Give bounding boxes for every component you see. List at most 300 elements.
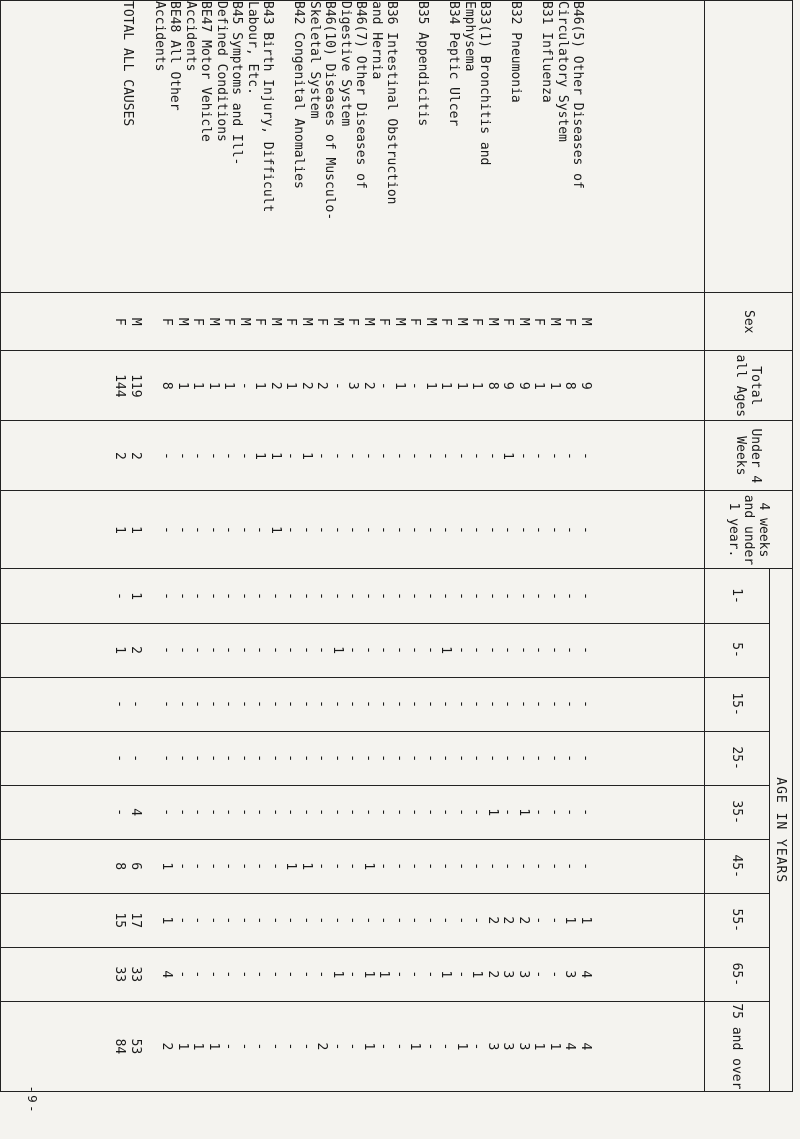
table-cell: 3	[485, 1042, 500, 1051]
table-cell: -	[562, 592, 578, 600]
cause-label: B34 Peptic Ulcer	[446, 1, 462, 127]
table-cell: -	[361, 592, 376, 600]
table-cell: -	[407, 916, 423, 925]
table-cell: -	[283, 916, 299, 925]
table-cell: -	[423, 970, 438, 979]
age-5-column	[1, 623, 705, 677]
total-cell: 1	[112, 526, 128, 534]
total-cell: -	[128, 700, 143, 708]
table-cell: 1	[361, 1042, 376, 1051]
age-25-column	[1, 731, 705, 785]
table-cell: 1	[438, 970, 454, 979]
spacer	[143, 678, 159, 731]
table-cell: -	[268, 970, 283, 979]
cause-label: B45 Symptoms and Ill-	[229, 1, 245, 166]
spacer	[143, 569, 159, 622]
table-cell: -	[562, 646, 578, 654]
table-cell: -	[562, 700, 578, 708]
table-cell: M	[392, 317, 407, 326]
cause-label: BE47 Motor Vehicle	[198, 1, 214, 142]
table-cell: -	[531, 754, 547, 763]
table-cell: F	[531, 317, 547, 326]
cause-label: B32 Pneumonia	[508, 1, 524, 103]
table-cell: -	[500, 808, 516, 817]
table-cell: -	[500, 592, 516, 600]
table-cell: -	[531, 646, 547, 654]
table-cell: -	[175, 646, 190, 654]
table-cell: -	[237, 526, 252, 534]
table-cell: -	[268, 862, 283, 871]
table-cell: 1	[485, 808, 500, 817]
table-cell: -	[345, 754, 361, 763]
table-cell: -	[237, 808, 252, 817]
table-cell: -	[190, 808, 206, 817]
table-cell: 8	[485, 381, 500, 390]
table-cell: -	[206, 700, 221, 708]
table-cell: -	[237, 970, 252, 979]
table-cell: -	[578, 808, 593, 817]
table-cell: -	[345, 451, 361, 460]
table-cell: -	[423, 754, 438, 763]
table-cell: 4	[562, 1042, 578, 1051]
total-cell: 6	[128, 862, 143, 871]
table-cell: -	[376, 381, 392, 390]
table-cell: -	[438, 592, 454, 600]
table-cell: 3	[345, 381, 361, 390]
total-cell: 53	[128, 1038, 143, 1055]
table-cell: -	[175, 970, 190, 979]
age-5-header: 5-	[705, 623, 770, 677]
table-cell: -	[454, 451, 469, 460]
table-cell: -	[190, 526, 206, 534]
spacer	[143, 491, 159, 568]
table-cell: -	[283, 1042, 299, 1051]
table-cell: -	[531, 526, 547, 534]
table-cell: F	[562, 317, 578, 326]
table-cell: -	[237, 1042, 252, 1051]
table-cell: -	[268, 592, 283, 600]
table-cell: M	[299, 317, 314, 326]
table-cell: -	[190, 646, 206, 654]
table-cell: -	[547, 754, 562, 763]
table-cell: -	[547, 862, 562, 871]
table-cell: -	[376, 646, 392, 654]
table-cell: -	[392, 970, 407, 979]
table-cell: -	[221, 526, 237, 534]
table-cell: -	[299, 700, 314, 708]
table-cell: F	[314, 317, 330, 326]
table-cell: 1	[516, 808, 531, 817]
age-1-column	[1, 569, 705, 623]
total-cell: 119	[128, 374, 143, 398]
cause-label: and Hernia	[368, 1, 384, 80]
total-cell: 4	[128, 808, 143, 817]
table-cell: -	[485, 592, 500, 600]
table-cell: -	[547, 451, 562, 460]
table-cell: -	[299, 916, 314, 925]
age-65-column	[1, 947, 705, 1001]
cause-header	[705, 1, 793, 293]
table-cell: -	[190, 970, 206, 979]
table-cell: F	[190, 317, 206, 326]
table-cell: 1	[547, 381, 562, 390]
table-cell: M	[206, 317, 221, 326]
spacer	[143, 894, 159, 947]
table-cell: 3	[562, 970, 578, 979]
table-cell: -	[159, 646, 175, 654]
table-cell: -	[485, 700, 500, 708]
table-cell: -	[159, 451, 175, 460]
table-cell: -	[407, 381, 423, 390]
table-cell: -	[516, 700, 531, 708]
table-cell: -	[438, 1042, 454, 1051]
table-cell: -	[330, 381, 345, 390]
table-cell: 1	[392, 381, 407, 390]
spacer	[143, 1002, 159, 1091]
cause-label: Accidents	[182, 1, 198, 72]
table-cell: 3	[516, 970, 531, 979]
table-cell: 1	[221, 381, 237, 390]
table-cell: -	[268, 700, 283, 708]
page-number-text: - 9 -	[25, 1087, 39, 1111]
table-cell: -	[345, 1042, 361, 1051]
table-cell: 1	[438, 381, 454, 390]
table-cell: -	[392, 1042, 407, 1051]
table-cell: -	[516, 451, 531, 460]
spacer	[143, 624, 159, 677]
table-cell: 1	[159, 862, 175, 871]
table-cell: 3	[500, 970, 516, 979]
table-cell: -	[345, 646, 361, 654]
page-number	[12, 1087, 52, 1130]
table-cell: -	[469, 1042, 485, 1051]
table-cell: -	[159, 700, 175, 708]
table-cell: -	[221, 646, 237, 654]
table-cell: -	[175, 700, 190, 708]
age-45-column	[1, 839, 705, 893]
table-cell: -	[237, 381, 252, 390]
table-cell: -	[392, 592, 407, 600]
cause-label: B36 Intestinal Obstruction	[384, 1, 400, 205]
table-cell: -	[252, 526, 268, 534]
table-cell: -	[221, 700, 237, 708]
table-cell: -	[376, 526, 392, 534]
table-cell: M	[516, 317, 531, 326]
table-cell: 3	[500, 1042, 516, 1051]
age-15-header: 15-	[705, 677, 770, 731]
table-cell: -	[206, 592, 221, 600]
table-cell: -	[283, 754, 299, 763]
total-cell: 1	[112, 646, 128, 654]
table-cell: -	[547, 916, 562, 925]
table-cell: -	[175, 808, 190, 817]
table-cell: -	[330, 526, 345, 534]
spacer	[143, 293, 159, 350]
spacer	[143, 840, 159, 893]
table-cell: 1	[438, 646, 454, 654]
total-all-causes-label: TOTAL ALL CAUSES	[120, 1, 136, 127]
table-cell: 2	[159, 1042, 175, 1051]
table-cell: -	[376, 808, 392, 817]
age-1-header: 1-	[705, 569, 770, 623]
table-cell: -	[314, 862, 330, 871]
table-cell: -	[190, 700, 206, 708]
table-cell: -	[516, 862, 531, 871]
table-cell: -	[438, 862, 454, 871]
table-cell: -	[376, 592, 392, 600]
table-cell: 1	[283, 381, 299, 390]
table-cell: -	[485, 451, 500, 460]
table-cell: -	[190, 592, 206, 600]
table-cell: -	[438, 526, 454, 534]
spacer	[143, 786, 159, 839]
table-cell: 4	[578, 970, 593, 979]
cause-label: B46(5) Other Diseases of	[570, 1, 586, 189]
total-cell: 1	[128, 526, 143, 534]
table-cell: -	[500, 754, 516, 763]
total-cell: 8	[112, 862, 128, 871]
cause-label: Defined Conditions	[213, 1, 229, 142]
table-cell: -	[454, 526, 469, 534]
total-cell: 84	[112, 1038, 128, 1055]
table-cell: -	[485, 862, 500, 871]
cause-label: B46(10) Diseases of Musculo-	[322, 1, 338, 221]
table-cell: -	[392, 646, 407, 654]
table-cell: -	[423, 451, 438, 460]
table-cell: -	[159, 754, 175, 763]
table-cell: -	[314, 970, 330, 979]
table-cell: 1	[268, 526, 283, 534]
table-cell: -	[562, 451, 578, 460]
table-cell: -	[454, 754, 469, 763]
table-cell: -	[392, 526, 407, 534]
cause-label	[523, 1, 539, 292]
table-cell: -	[252, 700, 268, 708]
table-cell: -	[392, 754, 407, 763]
total-cell: -	[112, 700, 128, 708]
table-cell: 4	[578, 1042, 593, 1051]
table-cell: -	[252, 808, 268, 817]
table-cell: 1	[175, 381, 190, 390]
table-cell: -	[268, 646, 283, 654]
age-45-header: 45-	[705, 839, 770, 893]
total-cell: -	[128, 754, 143, 763]
age-15-column	[1, 677, 705, 731]
table-cell: -	[407, 592, 423, 600]
table-cell: 1	[252, 381, 268, 390]
table-cell: -	[454, 862, 469, 871]
table-cell: -	[237, 451, 252, 460]
table-cell: -	[547, 970, 562, 979]
table-cell: -	[345, 970, 361, 979]
table-cell: -	[500, 700, 516, 708]
table-cell: -	[469, 862, 485, 871]
table-cell: -	[454, 808, 469, 817]
table-cell: -	[516, 754, 531, 763]
table-cell: -	[469, 451, 485, 460]
table-cell: -	[190, 916, 206, 925]
table-cell: M	[547, 317, 562, 326]
table-cell: -	[578, 526, 593, 534]
table-cell: -	[531, 592, 547, 600]
table-cell: -	[175, 862, 190, 871]
table-cell: -	[175, 592, 190, 600]
table-cell: -	[578, 862, 593, 871]
total-cell: 1	[128, 592, 143, 600]
table-cell: -	[438, 700, 454, 708]
table-cell: 1	[376, 970, 392, 979]
table-cell: 1	[252, 451, 268, 460]
table-cell: F	[500, 317, 516, 326]
table-cell: 1	[268, 451, 283, 460]
table-cell: 1	[330, 970, 345, 979]
age-55-column	[1, 893, 705, 947]
table-cell: -	[500, 862, 516, 871]
table-cell: -	[469, 916, 485, 925]
table-cell: M	[268, 317, 283, 326]
table-cell: -	[361, 646, 376, 654]
weeks4-year1-header: 4 weeks and under 1 year.	[705, 491, 793, 569]
table-cell: -	[159, 592, 175, 600]
table-cell: -	[237, 646, 252, 654]
table-cell: -	[500, 526, 516, 534]
table-cell: -	[345, 808, 361, 817]
table-cell: -	[314, 646, 330, 654]
age-35-column	[1, 785, 705, 839]
table-cell: -	[531, 862, 547, 871]
table-cell: -	[268, 916, 283, 925]
table-cell: -	[516, 526, 531, 534]
spacer	[143, 351, 159, 420]
cause-label: Accidents	[151, 1, 167, 72]
table-cell: -	[531, 808, 547, 817]
table-cell: -	[485, 754, 500, 763]
table-cell: -	[345, 526, 361, 534]
table-cell: -	[283, 526, 299, 534]
table-cell: -	[345, 916, 361, 925]
age-65-header: 65-	[705, 947, 770, 1001]
table-cell: -	[299, 970, 314, 979]
table-cell: -	[206, 916, 221, 925]
table-cell: -	[206, 862, 221, 871]
table-cell: -	[237, 592, 252, 600]
table-cell: -	[361, 916, 376, 925]
table-cell: -	[252, 970, 268, 979]
table-cell: -	[407, 700, 423, 708]
table-cell: -	[407, 451, 423, 460]
table-cell: -	[578, 754, 593, 763]
table-cell: -	[516, 592, 531, 600]
table-cell: -	[252, 646, 268, 654]
table-cell: -	[407, 754, 423, 763]
table-cell: -	[407, 862, 423, 871]
table-cell: 1	[500, 451, 516, 460]
table-cell: -	[252, 592, 268, 600]
table-cell: -	[547, 700, 562, 708]
cause-label: B46(7) Other Diseases of	[353, 1, 369, 189]
table-cell: -	[423, 700, 438, 708]
table-cell: -	[562, 808, 578, 817]
table-cell: -	[206, 754, 221, 763]
table-cell: 1	[423, 381, 438, 390]
total-cell: -	[112, 592, 128, 600]
table-cell: -	[314, 526, 330, 534]
table-cell: -	[423, 646, 438, 654]
table-cell: -	[314, 451, 330, 460]
table-cell: -	[283, 646, 299, 654]
table-cell: -	[361, 451, 376, 460]
table-cell: -	[531, 916, 547, 925]
table-cell: -	[330, 862, 345, 871]
table-cell: -	[221, 1042, 237, 1051]
table-cell: -	[190, 451, 206, 460]
cause-label: Labour, Etc.	[244, 1, 260, 95]
table-cell: -	[159, 526, 175, 534]
table-cell: -	[175, 451, 190, 460]
table-cell: -	[299, 526, 314, 534]
table-cell: F	[221, 317, 237, 326]
table-cell: 3	[516, 1042, 531, 1051]
total-all-ages-column	[1, 351, 705, 421]
table-cell: F	[345, 317, 361, 326]
table-cell: -	[562, 862, 578, 871]
cause-label: B31 Influenza	[539, 1, 555, 103]
table-cell: -	[392, 700, 407, 708]
table-cell: -	[221, 970, 237, 979]
cause-label: Digestive System	[337, 1, 353, 127]
spacer	[143, 732, 159, 785]
table-cell: -	[299, 1042, 314, 1051]
table-cell: -	[345, 592, 361, 600]
table-cell: 2	[314, 1042, 330, 1051]
spacer	[143, 421, 159, 490]
table-cell: -	[299, 754, 314, 763]
table-cell: F	[407, 317, 423, 326]
table-cell: 1	[175, 1042, 190, 1051]
table-cell: -	[361, 754, 376, 763]
table-cell: -	[438, 916, 454, 925]
table-cell: 9	[500, 381, 516, 390]
table-cell: -	[283, 451, 299, 460]
table-cell: -	[423, 916, 438, 925]
table-cell: -	[221, 451, 237, 460]
table-cell: -	[330, 451, 345, 460]
under-4-weeks-column	[1, 421, 705, 491]
cause-label: B42 Congenital Anomalies	[291, 1, 307, 189]
cause-label: Skeletal System	[306, 1, 322, 119]
table-cell: 1	[299, 451, 314, 460]
table-cell: -	[345, 700, 361, 708]
table-cell: -	[376, 754, 392, 763]
table-cell: -	[314, 916, 330, 925]
table-cell: -	[438, 754, 454, 763]
cause-label	[275, 1, 291, 292]
table-cell: -	[314, 592, 330, 600]
table-cell: -	[423, 526, 438, 534]
table-cell: -	[485, 646, 500, 654]
table-cell: -	[392, 451, 407, 460]
table-cell: 4	[159, 970, 175, 979]
table-cell: -	[469, 754, 485, 763]
table-cell: -	[547, 646, 562, 654]
table-cell: -	[531, 970, 547, 979]
table-cell: M	[330, 317, 345, 326]
table-cell: -	[469, 808, 485, 817]
total-cell: 2	[128, 451, 143, 460]
table-cell: -	[531, 451, 547, 460]
table-cell: M	[175, 317, 190, 326]
table-cell: -	[454, 970, 469, 979]
